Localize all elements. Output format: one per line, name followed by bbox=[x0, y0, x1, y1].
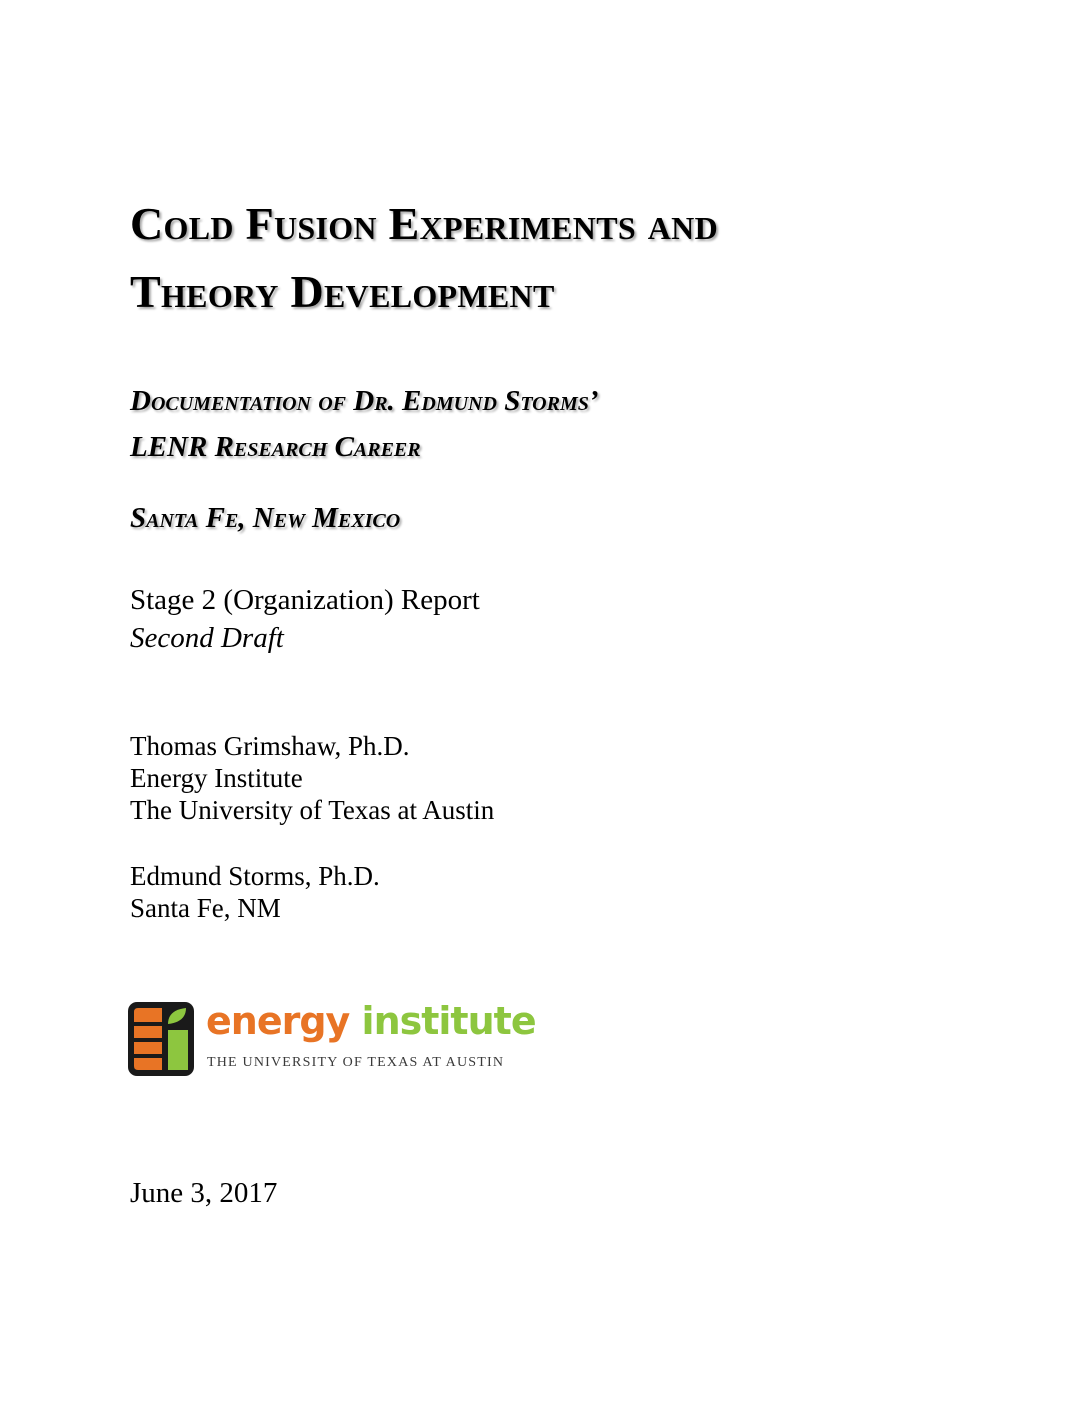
location-line: Santa Fe, New Mexico bbox=[130, 502, 401, 534]
logo-wordmark bbox=[206, 998, 536, 1044]
energy-institute-logo-icon bbox=[128, 1002, 194, 1076]
author2-name: Edmund Storms, Ph.D. bbox=[130, 861, 380, 891]
document-date: June 3, 2017 bbox=[130, 1177, 278, 1209]
author-block-2 bbox=[130, 860, 380, 924]
title-line-1: Cold Fusion Experiments and bbox=[130, 198, 718, 249]
subtitle-line-2: LENR Research Career bbox=[130, 431, 421, 463]
energy-institute-logo bbox=[128, 999, 536, 1077]
author1-org: Energy Institute bbox=[130, 763, 303, 793]
report-stage: Stage 2 (Organization) Report bbox=[130, 584, 480, 616]
report-info bbox=[130, 581, 480, 657]
author1-affiliation: The University of Texas at Austin bbox=[130, 795, 495, 825]
author-block-1 bbox=[130, 730, 494, 826]
logo-word-institute: institute bbox=[361, 999, 536, 1043]
subtitle-line-1: Documentation of Dr. Edmund Storms’ bbox=[130, 385, 599, 417]
document-subtitle bbox=[130, 378, 1030, 470]
logo-word-energy: energy bbox=[206, 999, 350, 1043]
author2-location: Santa Fe, NM bbox=[130, 893, 281, 923]
document-title bbox=[130, 190, 1030, 326]
title-line-2: Theory Development bbox=[130, 266, 555, 317]
report-draft: Second Draft bbox=[130, 622, 284, 654]
logo-tagline: THE UNIVERSITY OF TEXAS AT AUSTIN bbox=[207, 1055, 505, 1070]
author1-name: Thomas Grimshaw, Ph.D. bbox=[130, 731, 410, 761]
document-location bbox=[130, 495, 1030, 541]
